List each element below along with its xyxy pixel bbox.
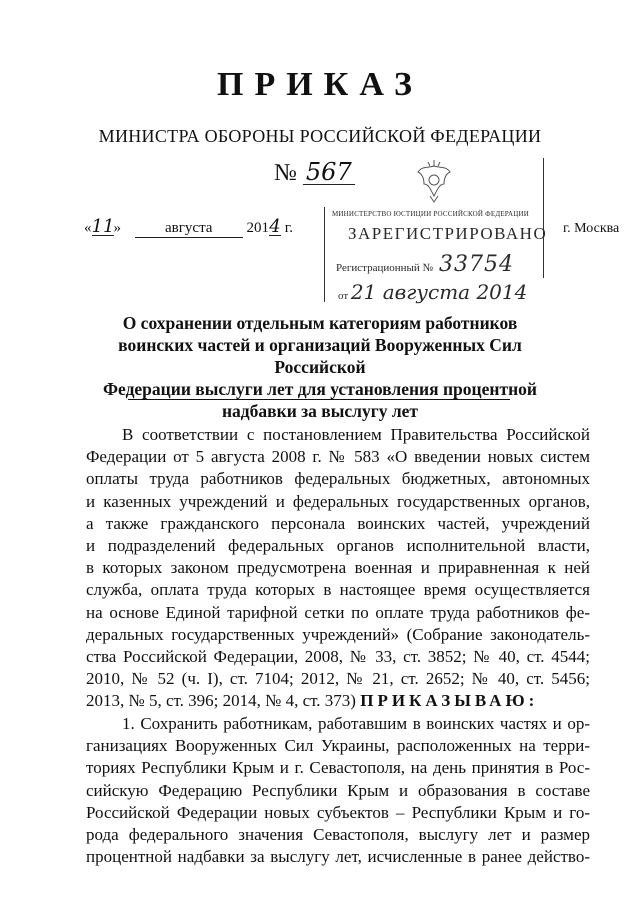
preamble-last-line [86, 690, 590, 712]
preamble-line: деральных государственных учреждений» (Собрание законодатель- [86, 624, 590, 644]
coat-of-arms-icon [414, 158, 454, 204]
item-1-line: Российской Федерации новых субъектов – Республики Крым и го- [86, 802, 590, 822]
order-day: 11 [91, 216, 115, 237]
item-1-line: ториях Республики Крым и г. Севастополя, на день принятия в Рос- [86, 758, 590, 778]
order-heading [80, 312, 560, 422]
order-number [274, 160, 355, 187]
order-month: августа [135, 220, 243, 238]
stamp-reg-number: 33754 [439, 252, 515, 277]
preamble-line: и казенных учреждений и федеральных государственных органов, [86, 491, 590, 511]
stamp-ministry: МИНИСТЕРСТВО ЮСТИЦИИ РОССИЙСКОЙ ФЕДЕРАЦИИ [332, 210, 529, 218]
registration-stamp [330, 208, 548, 304]
document-title: ПРИКАЗ [217, 66, 423, 103]
day-close-quote: » [113, 220, 121, 236]
preamble-line: ства Российской Федерации, 2008, № 33, ст. 3852; № 40, ст. 4544; [86, 647, 590, 667]
item-1-line: процентной надбавки за выслугу лет, исчисленные в ранее действо- [86, 847, 590, 867]
preamble-line: а также гражданского персонала воинских частей, учреждений [86, 513, 590, 533]
heading-line: надбавки за выслугу лет [221, 401, 419, 421]
stamp-registered: ЗАРЕГИСТРИРОВАНО [348, 224, 548, 243]
preamble-line: и подразделений федеральных органов исполнительной власти, [86, 536, 590, 556]
stamp-reg-label: Регистрационный № [336, 262, 434, 274]
preamble-line: Федерации от 5 августа 2008 г. № 583 «О введении новых систем [86, 447, 590, 467]
heading-divider [128, 399, 510, 400]
heading-line: Федерации выслуги лет для установления процентной [103, 379, 537, 399]
stamp-date-value: 21 августа 2014 [350, 280, 528, 304]
item-1-paragraph [86, 713, 590, 868]
order-date [84, 216, 293, 238]
item-1-line: рода федерального значения Севастополя, выслугу лет и размер [86, 825, 590, 845]
preamble-line: В соответствии с постановлением Правительства Российской [122, 425, 590, 444]
stamp-right-border [533, 158, 544, 278]
stamp-date-line [338, 280, 527, 304]
number-prefix: № [274, 160, 297, 186]
preamble-line: на основе Единой тарифной сетки по оплате труда работников фе- [86, 602, 590, 622]
city: г. Москва [563, 221, 620, 236]
order-year-unit: г. [284, 220, 293, 236]
order-word: ПРИКАЗЫВАЮ: [360, 691, 539, 711]
order-year-prefix: 201 [246, 220, 269, 236]
order-number-value: 567 [303, 160, 355, 185]
preamble-line: оплаты труда работников федеральных бюджетных, автономных [86, 469, 590, 489]
preamble-line: служба, оплата труда которых в настоящее время осуществляется [86, 580, 590, 600]
item-1-line: сийскую Федерацию Республики Крым и образования в составе [86, 780, 590, 800]
preamble-line: 2013, № 5, ст. 396; 2014, № 4, ст. 373) [86, 691, 356, 711]
stamp-date-label: от [338, 290, 349, 302]
order-year-suffix: 4 [269, 216, 281, 237]
preamble-paragraph [86, 424, 590, 713]
heading-line: О сохранении отдельным категориям работников [122, 313, 518, 333]
stamp-registration-line [336, 252, 514, 277]
document-subtitle: МИНИСТРА ОБОРОНЫ РОССИЙСКОЙ ФЕДЕРАЦИИ [98, 126, 542, 146]
item-1-line: 1. Сохранить работникам, работавшим в воинских частях и ор- [122, 714, 590, 733]
item-1-line: ганизациях Вооруженных Сил Украины, расположенных на терри- [86, 736, 590, 756]
preamble-line: 2010, № 52 (ч. I), ст. 7104; 2012, № 21, ст. 2652; № 40, ст. 5456; [86, 669, 590, 689]
day-open-quote: « [84, 220, 92, 236]
preamble-line: в которых законом предусмотрена военная и приравненная к ней [86, 558, 590, 578]
heading-line: воинских частей и организаций Вооруженных Сил Российской [118, 335, 522, 377]
